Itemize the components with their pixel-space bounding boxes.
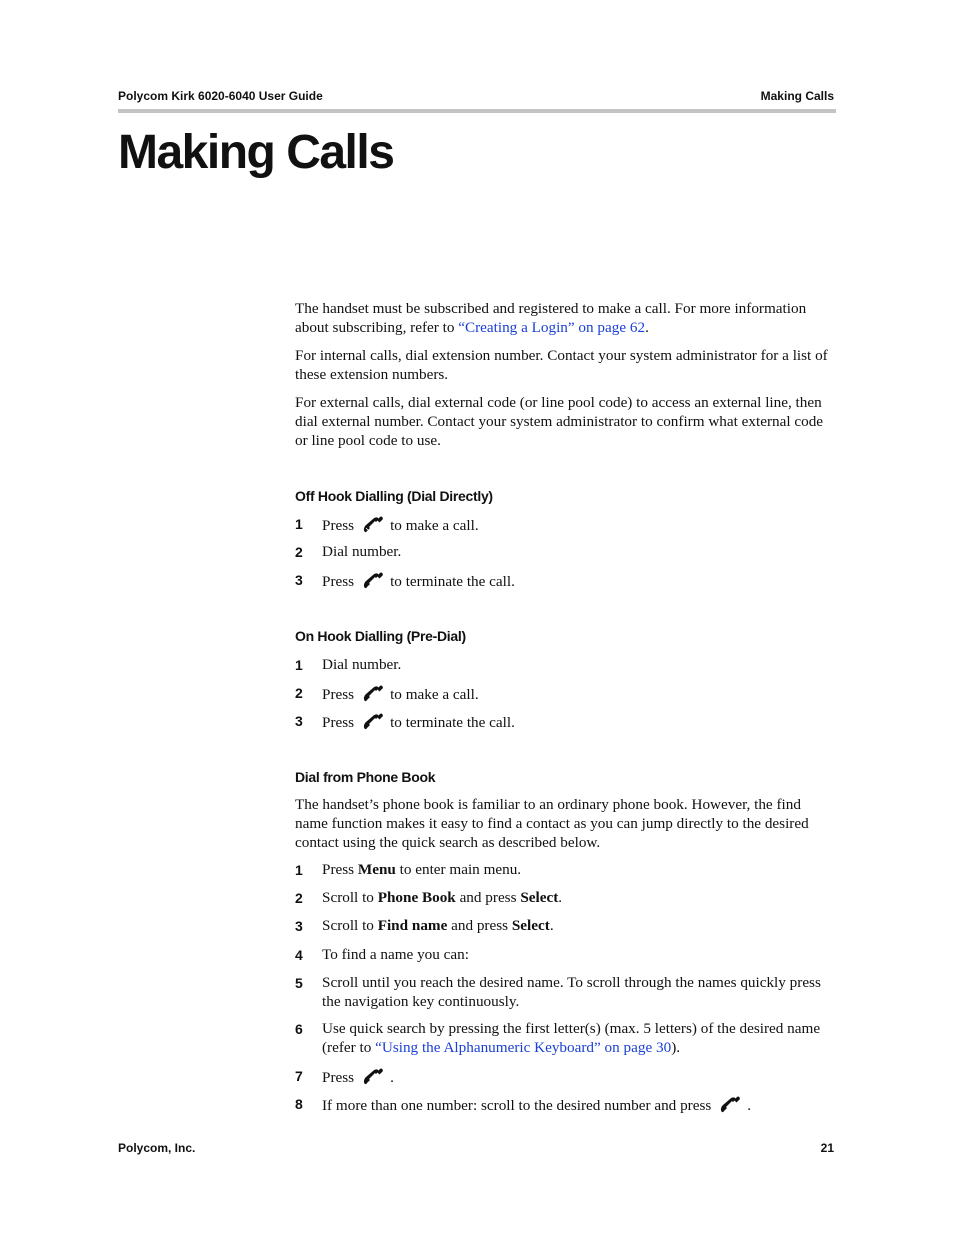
intro-p1-end: . <box>645 318 649 336</box>
step-text: Scroll to <box>322 889 378 906</box>
step-number: 5 <box>295 975 303 991</box>
phone-book-menu-label: Phone Book <box>377 889 456 906</box>
page-number: 21 <box>820 1141 834 1155</box>
phone-handset-icon <box>362 1067 384 1087</box>
step-number: 7 <box>295 1068 303 1084</box>
intro-paragraph-3: For external calls, dial external code (or line pool code) to access an external line, then dial external number. Contact your system administrator to confirm what external code or line pool code to use. <box>295 394 824 449</box>
step-text: to enter main menu. <box>395 861 522 878</box>
header-rule <box>118 109 836 113</box>
step-text: If more than one number: scroll to the desired number and press <box>322 1097 712 1114</box>
step-text: . <box>747 1097 752 1114</box>
phone-book-intro: The handset’s phone book is familiar to an ordinary phone book. However, the find name function makes it easy to find a contact as you can jump directly to the desired contact using the quick search as described below. <box>295 796 809 851</box>
footer-company: Polycom, Inc. <box>118 1141 196 1155</box>
phone-book-heading: Dial from Phone Book <box>295 769 436 785</box>
step-text: Press <box>322 517 355 534</box>
step-number: 8 <box>295 1096 303 1112</box>
off-hook-heading: Off Hook Dialling (Dial Directly) <box>295 488 493 504</box>
find-name-menu-label: Find name <box>377 917 448 934</box>
step-text: Press <box>322 1069 355 1086</box>
step-number: 1 <box>295 862 303 878</box>
intro-paragraph-1 <box>295 300 835 338</box>
step-text: Dial number. <box>322 543 402 560</box>
step-text: . <box>558 889 563 906</box>
step-number: 3 <box>295 713 303 729</box>
step-text: Use quick search by pressing the first letter(s) (max. 5 letters) of the desired name (refer to <box>322 1020 821 1056</box>
step-text: To find a name you can: <box>322 946 469 963</box>
step-text: Press <box>322 573 355 590</box>
running-footer <box>118 1141 834 1157</box>
header-doc-title: Polycom Kirk 6020-6040 User Guide <box>118 89 323 103</box>
step-text: Press <box>322 714 355 731</box>
creating-login-link[interactable]: “Creating a Login” on page 62 <box>458 318 646 336</box>
phone-handset-icon <box>362 712 384 732</box>
step-number: 1 <box>295 516 303 532</box>
header-section-title: Making Calls <box>760 89 834 103</box>
intro-paragraph-2: For internal calls, dial extension number. Contact your system administrator for a list of these extension numbers. <box>295 347 828 383</box>
step-text: ). <box>671 1038 681 1056</box>
select-key-label: Select <box>511 917 550 934</box>
step-text: . <box>390 1069 394 1086</box>
step-number: 6 <box>295 1021 303 1037</box>
step-text: Dial number. <box>322 656 402 673</box>
step-text: . <box>549 917 554 934</box>
step-text: to make a call. <box>390 686 479 703</box>
page-title: Making Calls <box>118 126 394 179</box>
step-number: 3 <box>295 572 303 588</box>
step-text: Scroll to <box>322 917 378 934</box>
phone-handset-icon <box>362 515 384 535</box>
phone-handset-icon <box>362 684 384 704</box>
alphanumeric-keyboard-link[interactable]: “Using the Alphanumeric Keyboard” on page 30 <box>375 1038 672 1056</box>
step-text: and press <box>447 917 512 934</box>
step-number: 1 <box>295 657 303 673</box>
step-text: to terminate the call. <box>390 714 515 731</box>
phone-handset-icon <box>362 571 384 591</box>
on-hook-heading: On Hook Dialling (Pre-Dial) <box>295 628 466 644</box>
step-text: to terminate the call. <box>390 573 515 590</box>
step-number: 2 <box>295 685 303 701</box>
step-text: and press <box>455 889 521 906</box>
menu-key-label: Menu <box>357 861 396 878</box>
step-text: Scroll until you reach the desired name. To scroll through the names quickly press the navigation key continuously. <box>322 974 821 1010</box>
phone-handset-icon <box>719 1095 741 1115</box>
step-number: 2 <box>295 890 303 906</box>
step-number: 2 <box>295 544 303 560</box>
intro-p1-text: The handset must be subscribed and registered to make a call. For more information about subscribing, refer to <box>295 300 807 336</box>
running-header <box>118 89 834 105</box>
step-number: 3 <box>295 918 303 934</box>
step-number: 4 <box>295 947 303 963</box>
step-text: to make a call. <box>390 517 479 534</box>
step-text: Press <box>322 686 355 703</box>
select-key-label: Select <box>520 889 559 906</box>
step-text: Press <box>322 861 358 878</box>
